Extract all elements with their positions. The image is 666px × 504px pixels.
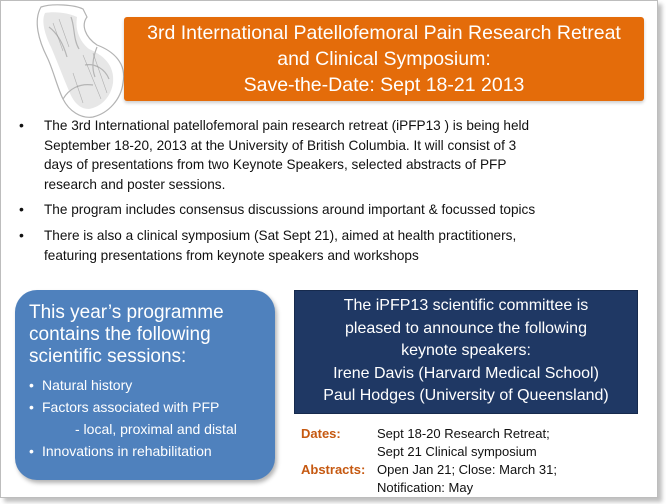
session-item: • Innovations in rehabilitation [29, 440, 275, 462]
bullet-icon: • [29, 377, 34, 393]
programme-title: This year’s programme contains the following scientific sessions: [29, 302, 224, 367]
dates-label: Dates: [301, 426, 341, 441]
session-item: • Natural history [29, 374, 275, 396]
bullet-item: • There is also a clinical symposium (Sat Sept 21), aimed at health practitioners, featuring presentations from keynote speakers and workshops [19, 226, 517, 263]
intro-bullets [19, 116, 655, 271]
title-line-2: and Clinical Symposium: [277, 48, 491, 70]
keynote-line: keynote speakers: [401, 342, 531, 359]
session-item: • Factors associated with PFP [29, 396, 275, 418]
bullet-icon: • [29, 399, 34, 415]
keynote-line: The iPFP13 scientific committee is [343, 297, 589, 314]
knee-bone-illustration [23, 3, 133, 121]
session-subitem: - local, proximal and distal [75, 421, 237, 437]
bullet-icon: • [19, 226, 24, 243]
bullet-icon: • [19, 201, 24, 218]
dates-value: Sept 21 Clinical symposium [377, 444, 537, 459]
bullet-icon: • [19, 117, 24, 133]
abstracts-label: Abstracts: [301, 462, 366, 477]
bullet-icon: • [29, 443, 34, 459]
title-line-3: Save-the-Date: Sept 18-21 2013 [243, 74, 525, 96]
title-line-1: 3rd International Patellofemoral Pain Research Retreat [147, 22, 621, 44]
abstracts-value: Notification: May [377, 480, 474, 495]
keynote-line: pleased to announce the following [345, 319, 587, 337]
keynote-speaker: Irene Davis (Harvard Medical School) [333, 364, 599, 382]
bullet-item: • The program includes consensus discussions around important & focussed topics [19, 200, 655, 220]
dates-value: Sept 18-20 Research Retreat; [377, 426, 550, 441]
programme-box [15, 290, 275, 480]
keynote-box [294, 290, 638, 414]
keynote-speaker: Paul Hodges (University of Queensland) [323, 387, 609, 404]
abstracts-value: Open Jan 21; Close: March 31; [377, 462, 557, 477]
title-banner [124, 17, 644, 101]
dates-section [301, 425, 651, 497]
programme-sessions [29, 374, 275, 462]
bullet-item: • The 3rd International patellofemoral pain research retreat (iPFP13 ) is being held September 18-20, 2013 at the University of British Columbia. It will consist of 3 days of presentations from two Keynote Speakers, selected abstracts of PFP research and poster sessions. [19, 117, 530, 192]
